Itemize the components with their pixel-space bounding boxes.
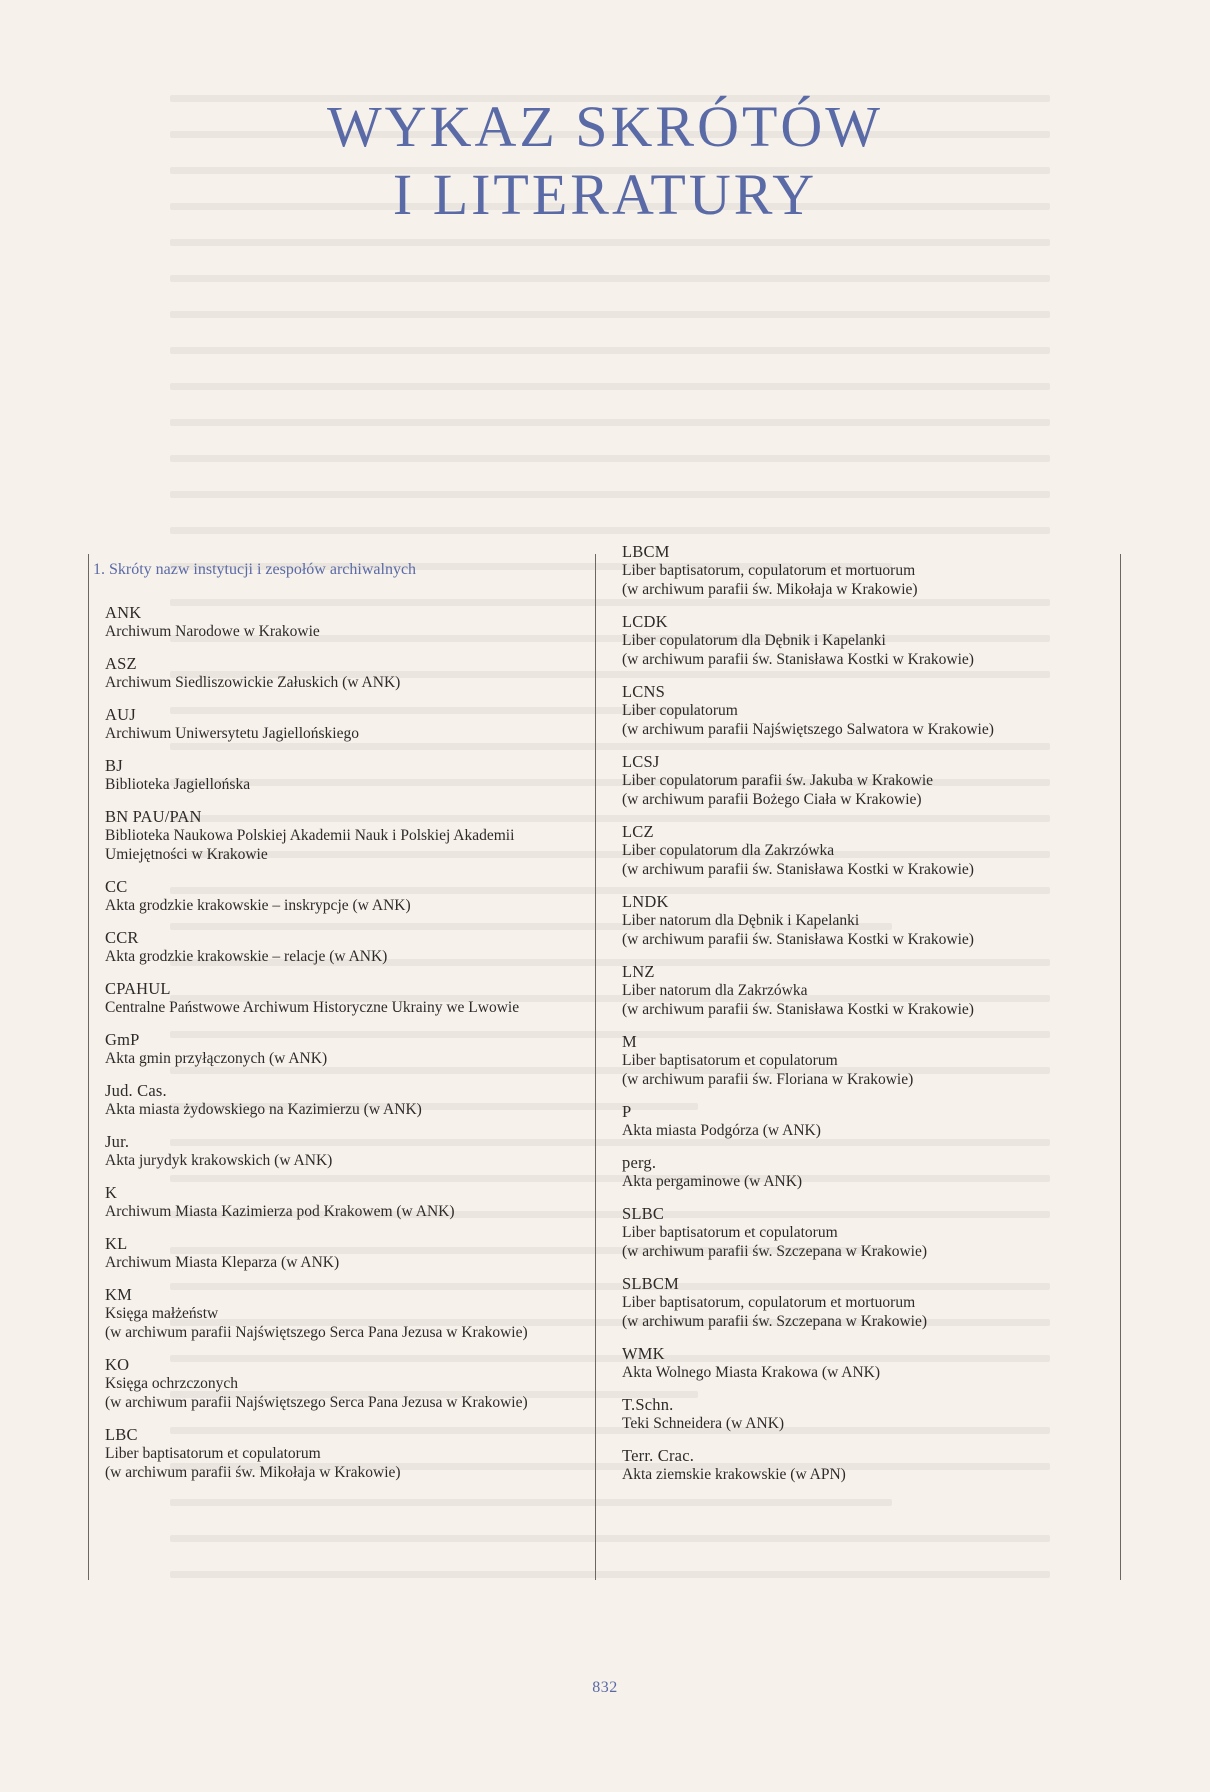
abbreviation-description: (w archiwum parafii Najświętszego Serca Pana Jezusa w Krakowie) bbox=[105, 1394, 528, 1412]
abbreviation-entry bbox=[622, 1102, 1120, 1140]
abbreviation-entry bbox=[622, 752, 1120, 809]
abbreviation-term: LCSJ bbox=[622, 752, 660, 771]
abbreviation-description: (w archiwum parafii Najświętszego Salwatora w Krakowie) bbox=[622, 721, 994, 738]
abbreviation-term: WMK bbox=[622, 1344, 665, 1363]
abbreviation-description: Akta jurydyk krakowskich (w ANK) bbox=[105, 1152, 333, 1170]
abbreviation-entry bbox=[622, 1032, 1120, 1089]
abbreviation-description: Liber natorum dla Dębnik i Kapelanki bbox=[622, 912, 860, 929]
right-entry-list bbox=[622, 542, 1120, 1484]
abbreviation-entry bbox=[105, 807, 595, 864]
abbreviation-term: LBC bbox=[105, 1425, 138, 1445]
abbreviation-entry bbox=[105, 1234, 595, 1272]
abbreviation-entry bbox=[622, 1395, 1120, 1433]
abbreviation-term: LCZ bbox=[622, 822, 654, 841]
abbreviation-description: Liber baptisatorum et copulatorum bbox=[622, 1224, 838, 1241]
abbreviation-description: Liber baptisatorum, copulatorum et mortuorum bbox=[622, 562, 916, 579]
abbreviation-entry bbox=[105, 1355, 595, 1412]
abbreviation-entry bbox=[622, 1204, 1120, 1261]
abbreviation-description: Liber copulatorum dla Dębnik i Kapelanki bbox=[622, 632, 886, 649]
abbreviation-entry bbox=[105, 1081, 595, 1119]
page-title bbox=[0, 94, 1210, 227]
page-title-line-1: WYKAZ SKRÓTÓW bbox=[326, 94, 884, 159]
abbreviation-description: Archiwum Narodowe w Krakowie bbox=[105, 623, 320, 641]
abbreviation-description: Księga małżeństw bbox=[105, 1305, 219, 1323]
left-entry-list bbox=[105, 603, 595, 1482]
abbreviation-term: perg. bbox=[622, 1153, 657, 1172]
abbreviation-entry bbox=[622, 1274, 1120, 1331]
abbreviation-entry bbox=[622, 542, 1120, 599]
abbreviation-entry bbox=[105, 1132, 595, 1170]
abbreviation-entry bbox=[622, 1344, 1120, 1382]
page-number: 832 bbox=[592, 1679, 618, 1696]
abbreviation-entry bbox=[105, 928, 595, 966]
abbreviation-description: Archiwum Uniwersytetu Jagiellońskiego bbox=[105, 725, 359, 743]
abbreviation-description: (w archiwum parafii św. Floriana w Krakowie) bbox=[622, 1071, 914, 1088]
abbreviation-term: LNDK bbox=[622, 892, 669, 911]
abbreviation-term: Terr. Crac. bbox=[622, 1446, 695, 1465]
abbreviation-term: ANK bbox=[105, 603, 142, 623]
abbreviation-description: Akta ziemskie krakowskie (w APN) bbox=[622, 1466, 846, 1483]
abbreviation-entry bbox=[105, 654, 595, 692]
abbreviation-term: CC bbox=[105, 877, 128, 897]
abbreviation-description: (w archiwum parafii św. Mikołaja w Krakowie) bbox=[105, 1464, 401, 1482]
abbreviation-description: Księga ochrzczonych bbox=[105, 1375, 238, 1393]
abbreviation-entry bbox=[105, 705, 595, 743]
abbreviation-description: Akta miasta żydowskiego na Kazimierzu (w ANK) bbox=[105, 1101, 422, 1119]
abbreviation-entry bbox=[105, 756, 595, 794]
abbreviation-description: (w archiwum parafii św. Stanisława Kostki w Krakowie) bbox=[622, 651, 974, 668]
abbreviation-term: CCR bbox=[105, 928, 139, 948]
abbreviation-term: LNZ bbox=[622, 962, 655, 981]
abbreviation-entry bbox=[622, 892, 1120, 949]
abbreviation-description: Akta gmin przyłączonych (w ANK) bbox=[105, 1050, 328, 1068]
abbreviation-description: Centralne Państwowe Archiwum Historyczne Ukrainy we Lwowie bbox=[105, 999, 520, 1017]
abbreviation-description: (w archiwum parafii św. Stanisława Kostki w Krakowie) bbox=[622, 861, 974, 878]
abbreviation-description: Liber baptisatorum et copulatorum bbox=[105, 1445, 321, 1463]
abbreviation-term: CPAHUL bbox=[105, 979, 171, 999]
abbreviation-description: Archiwum Miasta Kleparza (w ANK) bbox=[105, 1254, 340, 1272]
abbreviation-term: SLBC bbox=[622, 1204, 665, 1223]
abbreviation-entry bbox=[105, 1425, 595, 1482]
abbreviation-description: Biblioteka Jagiellońska bbox=[105, 776, 251, 794]
abbreviation-entry bbox=[105, 1183, 595, 1221]
abbreviation-entry bbox=[105, 979, 595, 1017]
abbreviation-term: P bbox=[622, 1102, 632, 1121]
abbreviation-term: ASZ bbox=[105, 654, 137, 674]
abbreviation-description: (w archiwum parafii św. Stanisława Kostki w Krakowie) bbox=[622, 931, 974, 948]
abbreviation-entry bbox=[105, 603, 595, 641]
abbreviation-description: Liber copulatorum dla Zakrzówka bbox=[622, 842, 835, 859]
abbreviation-entry bbox=[622, 612, 1120, 669]
abbreviation-entry bbox=[105, 1030, 595, 1068]
abbreviation-description: Liber copulatorum parafii św. Jakuba w Krakowie bbox=[622, 772, 934, 789]
abbreviation-term: GmP bbox=[105, 1030, 140, 1050]
abbreviation-term: LCDK bbox=[622, 612, 668, 631]
abbreviation-description: (w archiwum parafii św. Mikołaja w Krakowie) bbox=[622, 581, 918, 598]
abbreviation-description: Liber natorum dla Zakrzówka bbox=[622, 982, 808, 999]
abbreviation-entry bbox=[622, 822, 1120, 879]
abbreviation-entry bbox=[622, 962, 1120, 1019]
abbreviation-description: Liber copulatorum bbox=[622, 702, 738, 719]
abbreviation-term: Jud. Cas. bbox=[105, 1081, 167, 1101]
abbreviation-term: KO bbox=[105, 1355, 130, 1375]
abbreviation-description: Umiejętności w Krakowie bbox=[105, 846, 268, 864]
abbreviation-term: KM bbox=[105, 1285, 132, 1305]
section-heading: 1. Skróty nazw instytucji i zespołów archiwalnych bbox=[93, 561, 417, 578]
abbreviation-description: Liber baptisatorum, copulatorum et mortuorum bbox=[622, 1294, 916, 1311]
abbreviation-entry bbox=[622, 682, 1120, 739]
abbreviation-entry bbox=[105, 877, 595, 915]
abbreviation-description: Akta miasta Podgórza (w ANK) bbox=[622, 1122, 821, 1139]
abbreviation-entry bbox=[622, 1446, 1120, 1484]
abbreviation-description: (w archiwum parafii św. Szczepana w Krakowie) bbox=[622, 1243, 927, 1260]
abbreviation-description: Akta grodzkie krakowskie – relacje (w ANK) bbox=[105, 948, 388, 966]
abbreviation-term: KL bbox=[105, 1234, 128, 1254]
abbreviation-entry bbox=[622, 1153, 1120, 1191]
abbreviation-description: Biblioteka Naukowa Polskiej Akademii Nauk i Polskiej Akademii bbox=[105, 827, 515, 845]
abbreviation-term: LCNS bbox=[622, 682, 665, 701]
left-column bbox=[88, 554, 596, 1580]
abbreviation-entry bbox=[105, 1285, 595, 1342]
abbreviation-description: Akta Wolnego Miasta Krakowa (w ANK) bbox=[622, 1364, 881, 1381]
abbreviation-description: Liber baptisatorum et copulatorum bbox=[622, 1052, 838, 1069]
abbreviation-term: M bbox=[622, 1032, 637, 1051]
abbreviation-description: Archiwum Siedliszowickie Załuskich (w ANK) bbox=[105, 674, 401, 692]
abbreviation-description: Archiwum Miasta Kazimierza pod Krakowem (w ANK) bbox=[105, 1203, 455, 1221]
abbreviation-description: (w archiwum parafii Najświętszego Serca Pana Jezusa w Krakowie) bbox=[105, 1324, 528, 1342]
page-title-line-2: I LITERATURY bbox=[392, 162, 818, 227]
abbreviation-description: Akta pergaminowe (w ANK) bbox=[622, 1173, 803, 1190]
right-column bbox=[606, 542, 1121, 1580]
abbreviation-description: (w archiwum parafii św. Szczepana w Krakowie) bbox=[622, 1313, 927, 1330]
abbreviation-term: LBCM bbox=[622, 542, 670, 561]
abbreviation-description: (w archiwum parafii św. Stanisława Kostki w Krakowie) bbox=[622, 1001, 974, 1018]
abbreviation-description: Teki Schneidera (w ANK) bbox=[622, 1415, 785, 1432]
abbreviation-term: K bbox=[105, 1183, 118, 1203]
abbreviation-term: AUJ bbox=[105, 705, 136, 725]
abbreviation-description: Akta grodzkie krakowskie – inskrypcje (w ANK) bbox=[105, 897, 411, 915]
abbreviation-description: (w archiwum parafii Bożego Ciała w Krakowie) bbox=[622, 791, 922, 808]
abbreviation-term: SLBCM bbox=[622, 1274, 679, 1293]
abbreviation-term: Jur. bbox=[105, 1132, 130, 1152]
abbreviation-term: BN PAU/PAN bbox=[105, 807, 202, 827]
abbreviation-term: BJ bbox=[105, 756, 123, 776]
abbreviation-term: T.Schn. bbox=[622, 1395, 674, 1414]
